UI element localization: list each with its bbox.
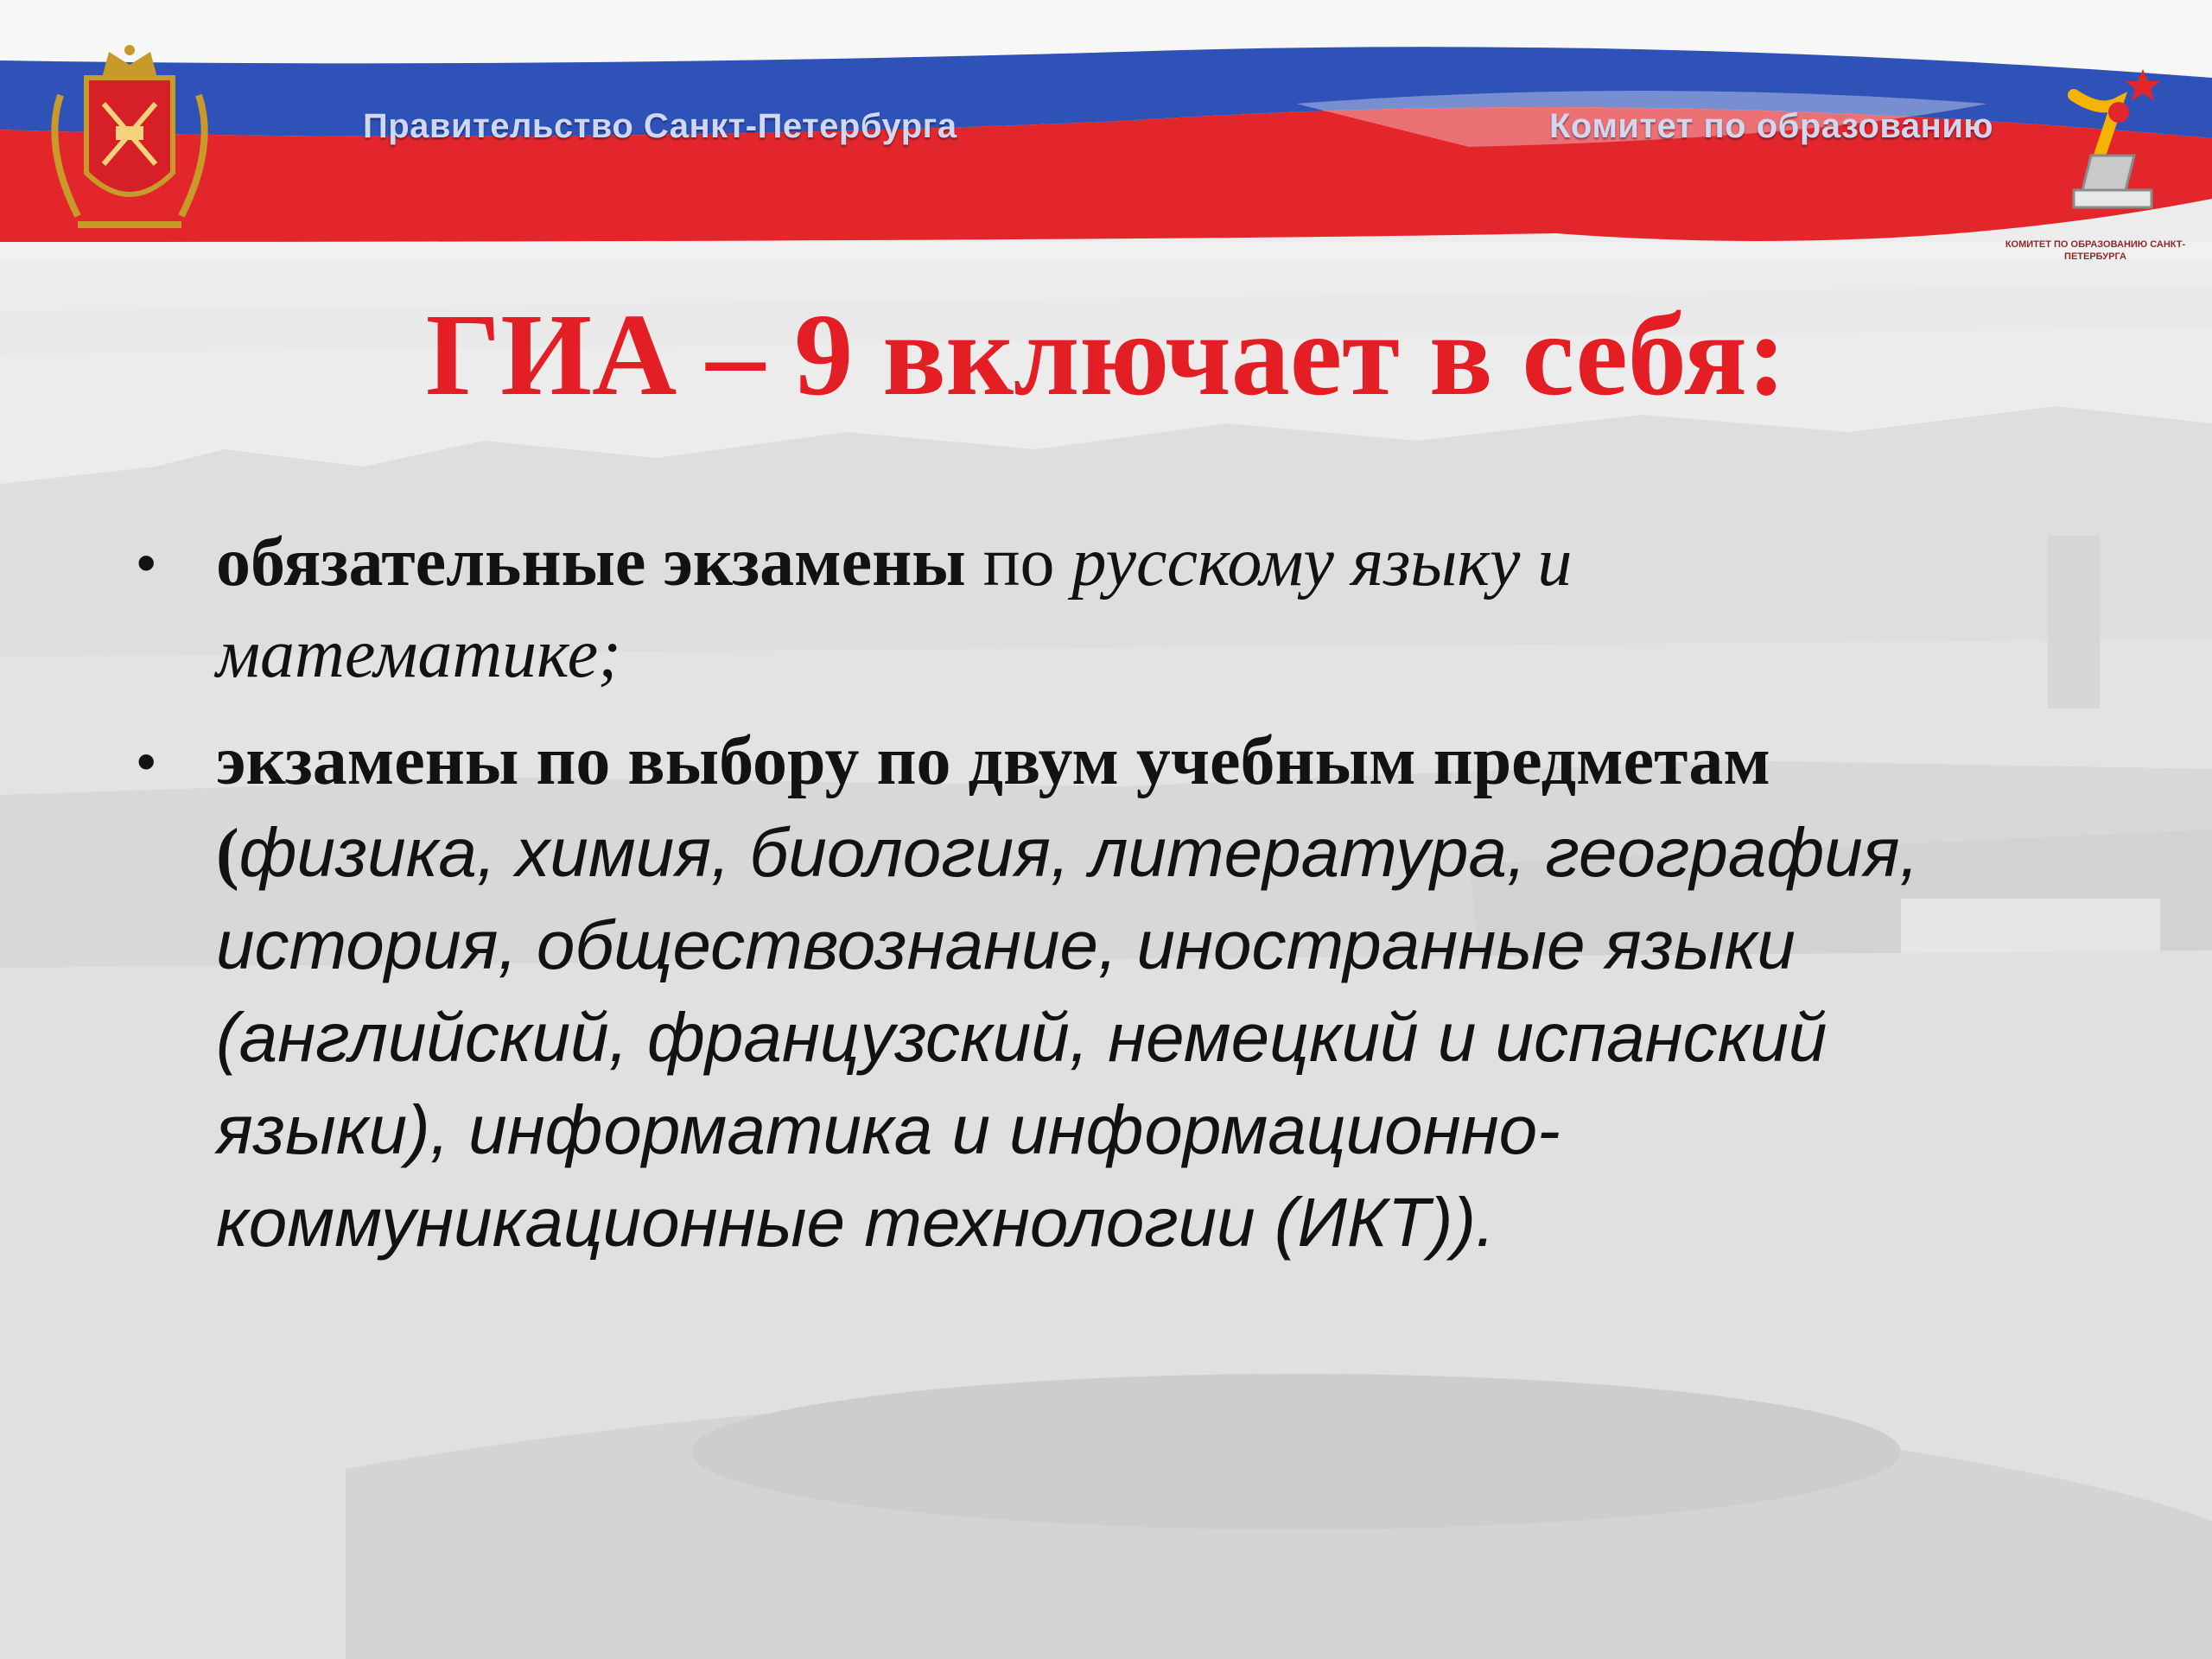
bullet-1-normal-text: по — [965, 524, 1072, 601]
bullet-item-mandatory-exams — [130, 517, 1987, 700]
bullet-2-italic-text: физика, химия, биология, литература, география, история, обществознание, иностранные языки (английский, французский, немецкий и испанский языки), информатика и информационно-коммуникационные технологии (ИКТ)). — [216, 814, 1919, 1261]
committee-logo-icon — [2039, 60, 2186, 216]
bullet-list — [130, 517, 1987, 1269]
bullet-marker: • — [137, 531, 156, 594]
committee-logo-caption: КОМИТЕТ ПО ОБРАЗОВАНИЮ САНКТ-ПЕТЕРБУРГА — [2005, 239, 2186, 262]
header-banner — [0, 0, 2212, 262]
bullet-2-bold-text: экзамены по выбору по двум учебным предметам ( — [216, 723, 1770, 892]
bullet-1-italic-text: русскому языку и математике; — [216, 524, 1573, 692]
slide-title: ГИА – 9 включает в себя: — [425, 290, 1787, 420]
coat-of-arms-icon — [26, 43, 233, 242]
government-title: Правительство Санкт-Петербурга — [363, 107, 957, 145]
bullet-marker: • — [137, 730, 156, 792]
bullet-item-elective-exams — [130, 715, 1987, 1269]
bullet-1-bold-text: обязательные экзамены — [216, 524, 966, 601]
committee-title: Комитет по образованию — [1549, 107, 1994, 145]
